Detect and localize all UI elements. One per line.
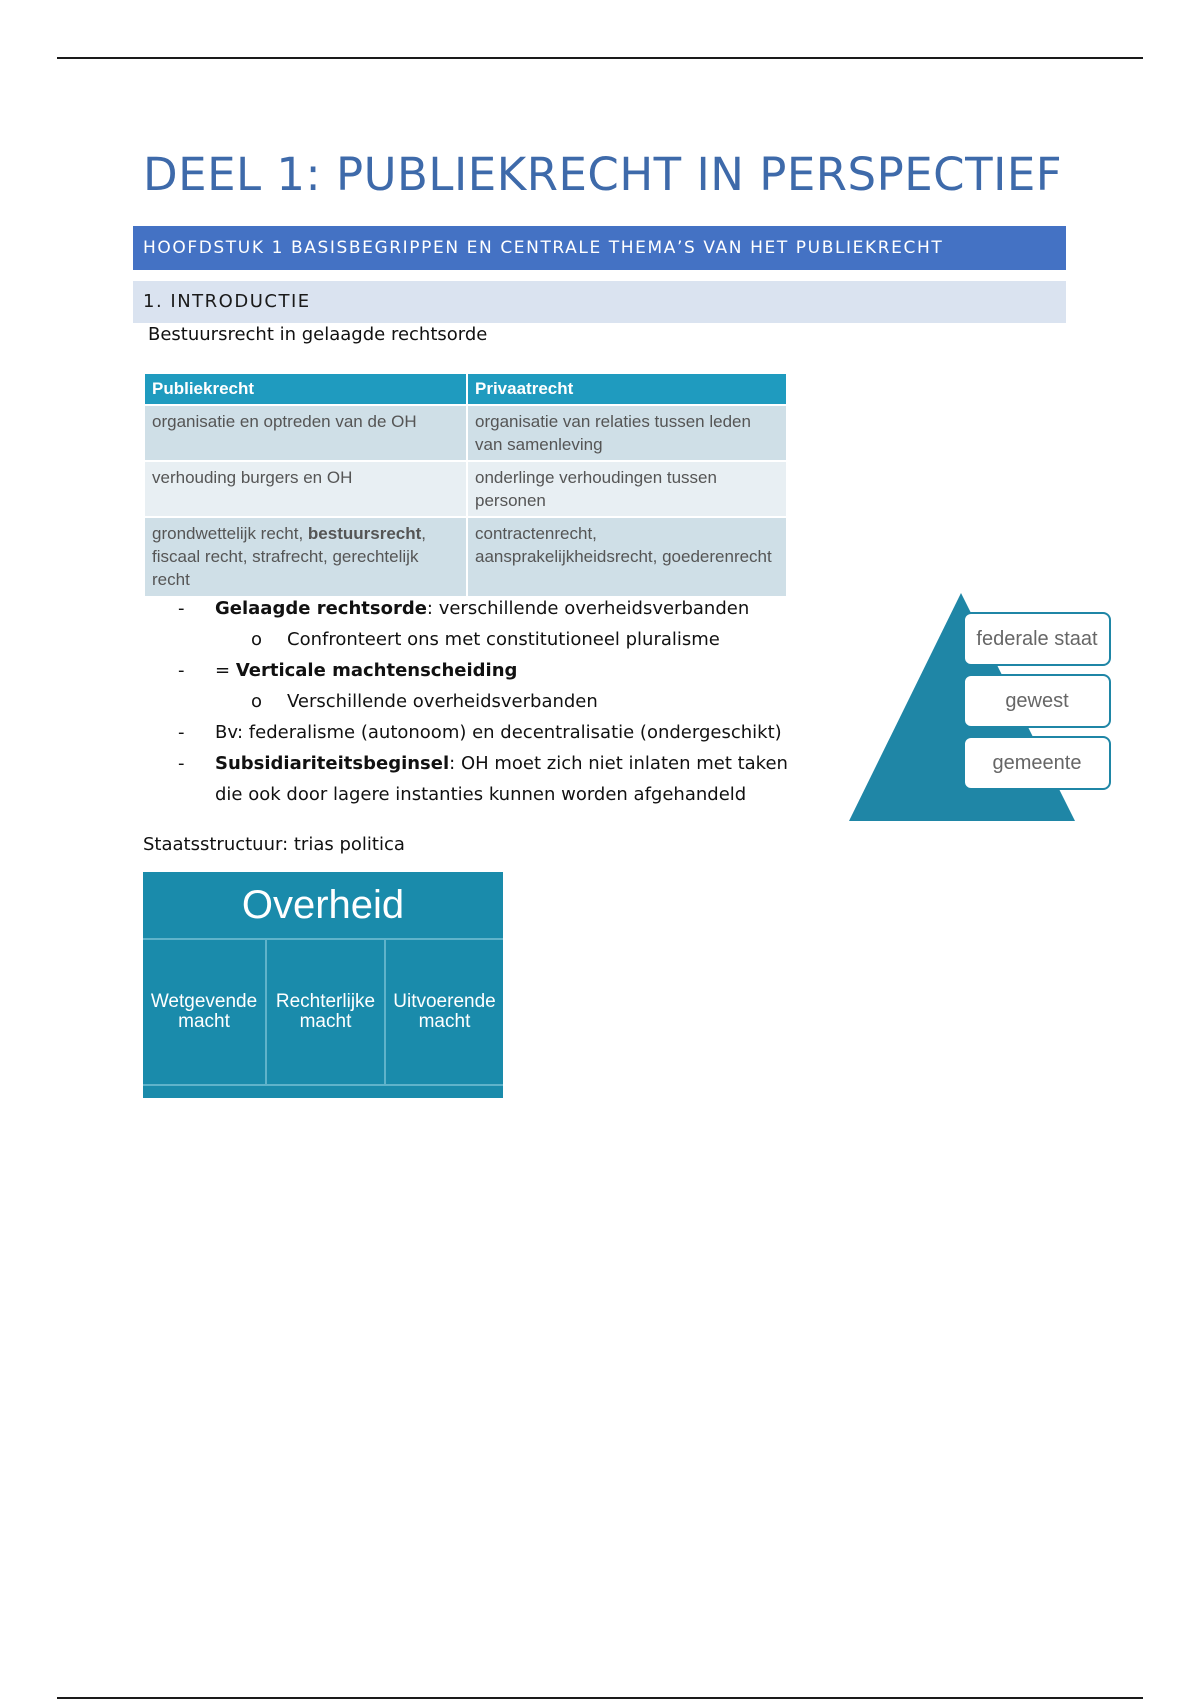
trias-head: Overheid [143,872,503,940]
trias-columns [143,940,503,1084]
bold-term: Subsidiariteitsbeginsel [215,753,450,774]
cell-bold-text: bestuursrecht [307,524,422,543]
list-item [175,655,795,686]
top-rule [57,57,1143,59]
table-row [145,517,787,596]
bottom-rule [57,1697,1143,1699]
trias-column-rechterlijke [267,940,386,1084]
table-header-row [145,374,787,405]
circle-marker: o [251,691,263,712]
section-heading: 1. INTRODUCTIE [133,281,1066,323]
trias-politica-diagram [143,872,503,1098]
dash-marker: - [178,598,185,619]
dash-marker: - [178,660,185,681]
table-cell: organisatie en optreden van de OH [145,405,467,461]
trias-column-uitvoerende [386,940,503,1084]
dash-marker: - [178,753,185,774]
part-title: DEEL 1: PUBLIEKRECHT IN PERSPECTIEF [143,148,1063,201]
list-item [175,717,795,748]
pyramid-level-federale-staat: federale staat [963,612,1111,666]
comparison-table [145,374,788,596]
circle-marker: o [251,629,263,650]
item-text: Verschillende overheidsverbanden [287,691,598,712]
table-cell [145,517,467,596]
list-item [175,686,795,717]
item-text: : verschillende overheidsverbanden [426,598,750,619]
column-line: macht [418,1011,471,1032]
table-cell: onderlinge verhoudingen tussen personen [467,461,787,517]
pyramid-level-gemeente: gemeente [963,736,1111,790]
trias-footer-line [143,1084,503,1086]
table-cell: contractenrecht, aansprakelijkheidsrecht, goederenrecht [467,517,787,596]
table-cell: organisatie van relaties tussen leden van samenleving [467,405,787,461]
table-header-publiekrecht: Publiekrecht [145,374,467,405]
dash-marker: - [178,722,185,743]
bullet-list [175,593,795,810]
trias-label: Staatsstructuur: trias politica [143,834,405,855]
list-item [175,624,795,655]
government-levels-pyramid [845,590,1115,825]
chapter-heading: HOOFDSTUK 1 BASISBEGRIPPEN EN CENTRALE THEMA’S VAN HET PUBLIEKRECHT [133,226,1066,270]
column-line: macht [178,1011,230,1032]
column-line: Rechterlijke [275,991,376,1012]
item-text: die ook door lagere instanties kunnen worden afgehandeld [215,784,747,805]
table-cell: verhouding burgers en OH [145,461,467,517]
item-text: Confronteert ons met constitutioneel pluralisme [287,629,720,650]
item-text: = [215,660,236,681]
column-line: Uitvoerende [393,991,496,1012]
trias-column-wetgevende [143,940,267,1084]
item-text: : OH moet zich niet inlaten met taken [449,753,788,774]
pyramid-level-gewest: gewest [963,674,1111,728]
bold-term: Verticale machtenscheiding [235,660,518,681]
bold-term: Gelaagde rechtsorde [215,598,427,619]
subtitle: Bestuursrecht in gelaagde rechtsorde [148,324,488,345]
table-row [145,461,787,517]
column-line: macht [299,1011,352,1032]
cell-text: , fiscaal recht, strafrecht, gerechtelijk recht [152,524,427,589]
list-item [175,593,795,624]
table-header-privaatrecht: Privaatrecht [467,374,787,405]
cell-text: grondwettelijk recht, [152,524,308,543]
list-item [175,748,795,810]
column-line: Wetgevende [150,991,258,1012]
item-text: Bv: federalisme (autonoom) en decentralisatie (ondergeschikt) [215,722,782,743]
table-row [145,405,787,461]
